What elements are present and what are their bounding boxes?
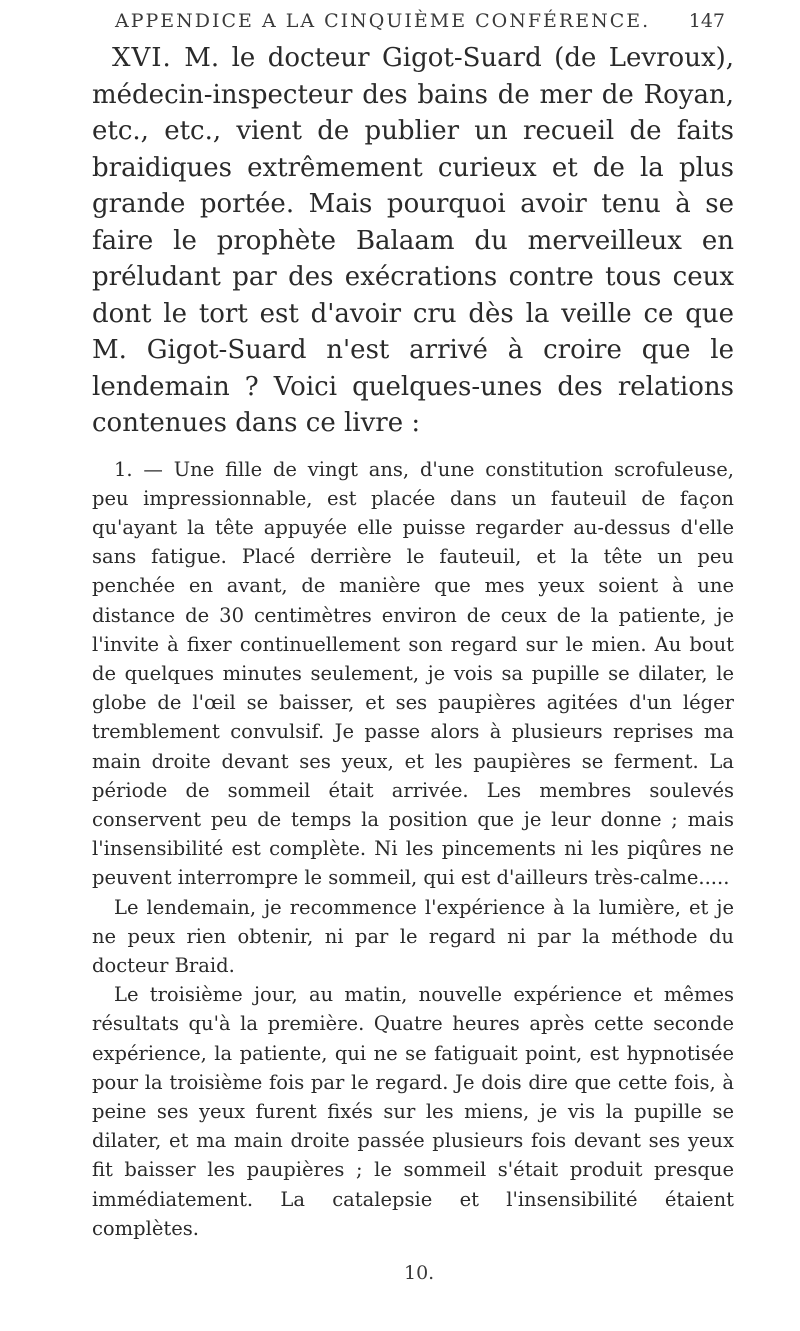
case-paragraph: Le lendemain, je recommence l'expérience à la lumière, et je ne peux rien obtenir, ni par le regard ni par la méthode du docteur Braid. bbox=[92, 895, 734, 977]
page-body bbox=[92, 40, 734, 1243]
section-number: XVI. bbox=[112, 43, 172, 73]
case-paragraph: 1. — Une fille de vingt ans, d'une constitution scrofuleuse, peu impressionnable, est placée dans un fauteuil de façon qu'ayant la tête appuyée elle puisse regarder au-dessus d'elle sans fatigue. Placé derrière le fauteuil, et la tête un peu penchée en avant, de manière que mes yeux soient à une distance de 30 centimètres environ de ceux de la patiente, je l'invite à fixer continuellement son regard sur le mien. Au bout de quelques minutes seulement, je vois sa pupille se dilater, le globe de l'œil se baisser, et ses paupières agitées d'un léger tremblement convulsif. Je passe alors à plusieurs reprises ma main droite devant ses yeux, et les paupières se ferment. La période de sommeil était arrivée. Les membres soulevés conservent peu de temps la position que je leur donne ; mais l'insensibilité est complète. Ni les pincements ni les piqûres ne peuvent interrompre le sommeil, qui est d'ailleurs très-calme..... bbox=[92, 457, 734, 890]
section-text: M. le docteur Gigot-Suard (de Levroux), médecin-inspecteur des bains de mer de Royan, etc., etc., vient de publier un recueil de faits braidiques extrêmement curieux et de la plus grande portée. Mais pourquoi avoir tenu à se faire le prophète Balaam du merveilleux en préludant par des exécrations contre tous ceux dont le tort est d'avoir cru dès la veille ce que M. Gigot-Suard n'est arrivé à croire que le lendemain ? Voici quelques-unes des relations contenues dans ce livre : bbox=[92, 43, 735, 438]
page-number: 147 bbox=[688, 10, 725, 32]
page-header bbox=[115, 10, 725, 40]
signature-mark: 10. bbox=[404, 1262, 435, 1284]
case-paragraph: Le troisième jour, au matin, nouvelle expérience et mêmes résultats qu'à la première. Quatre heures après cette seconde expérience, la patiente, qui ne se fatiguait point, est hypnotisée pour la troisième fois par le regard. Je dois dire que cette fois, à peine ses yeux furent fixés sur les miens, je vis la pupille se dilater, et ma main droite passée plusieurs fois devant ses yeux fit baisser les paupières ; le sommeil s'était produit presque immédiatement. La catalepsie et l'insensibilité étaient complètes. bbox=[92, 983, 734, 1240]
section-paragraph-xvi bbox=[92, 40, 734, 442]
case-reports bbox=[92, 455, 734, 1243]
running-head: APPENDICE A LA CINQUIÈME CONFÉRENCE. bbox=[115, 10, 651, 32]
